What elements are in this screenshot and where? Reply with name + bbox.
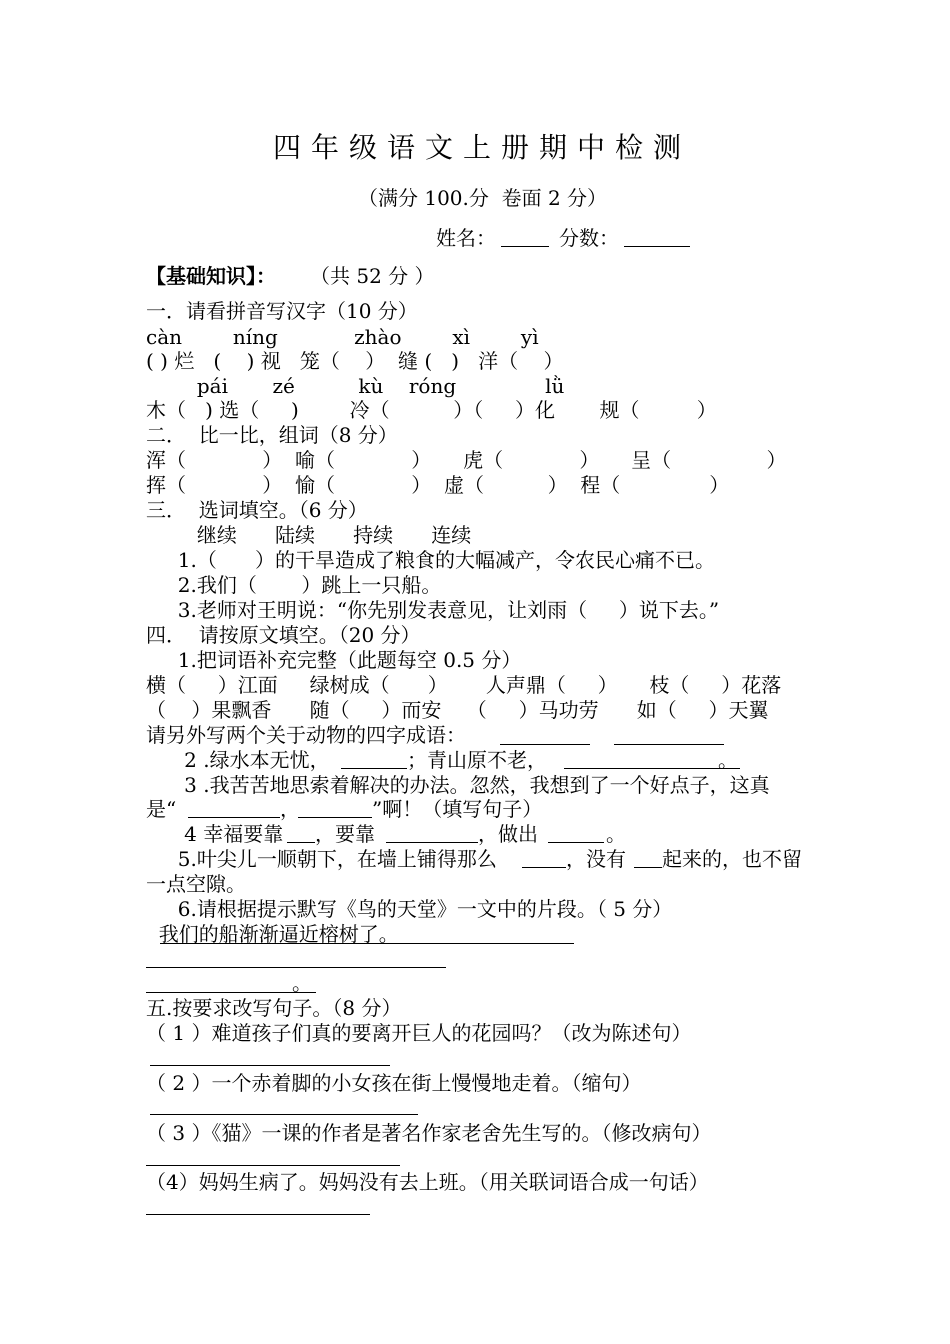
q4-animal-idioms: 请另外写两个关于动物的四字成语： xyxy=(146,723,466,747)
q3-sentence-1: 1.（ ）的干旱造成了粮食的大幅减产，令农民心痛不已。 xyxy=(146,548,716,572)
q4-s3-comma: ， xyxy=(280,797,300,821)
q4-s6: 6.请根据提示默写《鸟的天堂》一文中的片段。（ 5 分） xyxy=(146,897,673,921)
q4-s6-end: 。 xyxy=(292,971,312,995)
q4-s2-blank1[interactable] xyxy=(341,768,407,769)
q5-answer-3[interactable] xyxy=(146,1165,400,1166)
q5-answer-2[interactable] xyxy=(150,1114,418,1115)
q4-s3-blank1[interactable] xyxy=(188,817,280,818)
q4-s4-blank2[interactable] xyxy=(386,842,478,843)
q4-s2-part1: 2 .绿水本无忧， xyxy=(146,748,330,772)
q2-heading: 二． 比一比，组词（8 分） xyxy=(146,423,398,447)
q5-item-1: （ 1 ）难道孩子们真的要离开巨人的花园吗？（改为陈述句） xyxy=(146,1021,692,1045)
q4-words-row1: 横（ ）江面 绿树成（ ） 人声鼎（ ） 枝（ ）花落 xyxy=(146,673,782,697)
q4-s2-end: 。 xyxy=(718,748,738,772)
score-blank[interactable] xyxy=(624,246,690,247)
page-subtitle: （满分 100.分 卷面 2 分） xyxy=(358,186,608,210)
section-basics-label: 【基础知识】： xyxy=(146,264,276,288)
q2-row2: 挥（ ） 愉（ ） 虚（ ） 程（ ） xyxy=(146,473,730,497)
q1-heading: 一．请看拼音写汉字（10 分） xyxy=(146,299,418,323)
q4-sub1: 1.把词语补充完整（此题每空 0.5 分） xyxy=(146,648,522,672)
q5-answer-1[interactable] xyxy=(150,1065,390,1066)
name-label: 姓名： xyxy=(436,226,496,250)
q4-s2-part2: ；青山原不老， xyxy=(407,748,547,772)
q4-s6-prompt: 我们的船渐渐逼近榕树了。 xyxy=(146,922,399,946)
q3-sentence-3: 3.老师对王明说：“你先别发表意见，让刘雨（ ）说下去。” xyxy=(146,598,720,622)
section-basics-points: （共 52 分 ） xyxy=(310,264,435,288)
q4-s3-part1: 是“ xyxy=(146,797,177,821)
q5-item-4: （4）妈妈生病了。妈妈没有去上班。（用关联词语合成一句话） xyxy=(146,1170,709,1194)
q2-row1: 浑（ ） 喻（ ） 虎（ ） 呈（ ） xyxy=(146,448,787,472)
page-title: 四年级语文上册期中检测 xyxy=(273,131,692,164)
q1-pinyin-row1: càn níng zhào xì yì xyxy=(146,325,539,349)
q4-words-row2: （ ）果飘香 随（ ）而安 （ ）马功劳 如（ ）天翼 xyxy=(146,698,769,722)
q4-s2-blank2[interactable] xyxy=(564,768,740,769)
q4-s4-blank1[interactable] xyxy=(287,842,315,843)
q5-item-3: （ 3 ）《猫》一课的作者是著名作家老舍先生写的。（修改病句） xyxy=(146,1121,712,1145)
q4-s5-blank2[interactable] xyxy=(634,867,662,868)
q1-pinyin-row2: pái zé kù róng lǜ xyxy=(146,374,565,398)
q4-s5-blank1[interactable] xyxy=(522,867,566,868)
q4-s5-part1: 5.叶尖儿一顺朝下，在墙上铺得那么 xyxy=(146,847,497,871)
score-label: 分数： xyxy=(559,226,619,250)
q4-s5-part2: ，没有 xyxy=(566,847,626,871)
q4-s6-answer-line3[interactable] xyxy=(146,992,316,993)
q4-s6-answer-line1[interactable] xyxy=(160,943,574,944)
q3-heading: 三． 选词填空。（6 分） xyxy=(146,498,368,522)
q4-s5-part3: 起来的，也不留 xyxy=(662,847,802,871)
q4-s4-blank3[interactable] xyxy=(548,842,604,843)
q4-s3-blank2[interactable] xyxy=(298,817,372,818)
q4-s3-line1: 3 .我苦苦地思索着解决的办法。忽然，我想到了一个好点子，这真 xyxy=(146,773,770,797)
q5-item-2: （ 2 ）一个赤着脚的小女孩在街上慢慢地走着。（缩句） xyxy=(146,1071,642,1095)
q4-s4-end: 。 xyxy=(606,822,626,846)
q5-answer-4[interactable] xyxy=(146,1214,370,1215)
q3-sentence-2: 2.我们（ ）跳上一只船。 xyxy=(146,573,442,597)
q4-s4-part3: ，做出 xyxy=(478,822,538,846)
q4-s6-answer-line2[interactable] xyxy=(146,967,446,968)
q3-options: 继续 陆续 持续 连续 xyxy=(146,523,472,547)
idiom-blank-1[interactable] xyxy=(500,744,590,745)
q1-row1: ( ) 烂 ( ) 视 笼（ ） 缝 ( ) 洋（ ） xyxy=(146,349,564,373)
q4-s3-part2: ”啊！（填写句子） xyxy=(372,797,543,821)
name-blank[interactable] xyxy=(501,246,549,247)
q4-s4-part2: ，要靠 xyxy=(315,822,375,846)
idiom-blank-2[interactable] xyxy=(614,744,724,745)
q4-s4-part1: 4 幸福要靠 xyxy=(146,822,284,846)
q4-s5-line2: 一点空隙。 xyxy=(146,872,246,896)
q1-row2: 木（ ) 选（ ) 冷（ ）（ ）化 规（ ） xyxy=(146,398,717,422)
q4-heading: 四． 请按原文填空。（20 分） xyxy=(146,623,421,647)
q5-heading: 五.按要求改写句子。（8 分） xyxy=(146,996,402,1020)
